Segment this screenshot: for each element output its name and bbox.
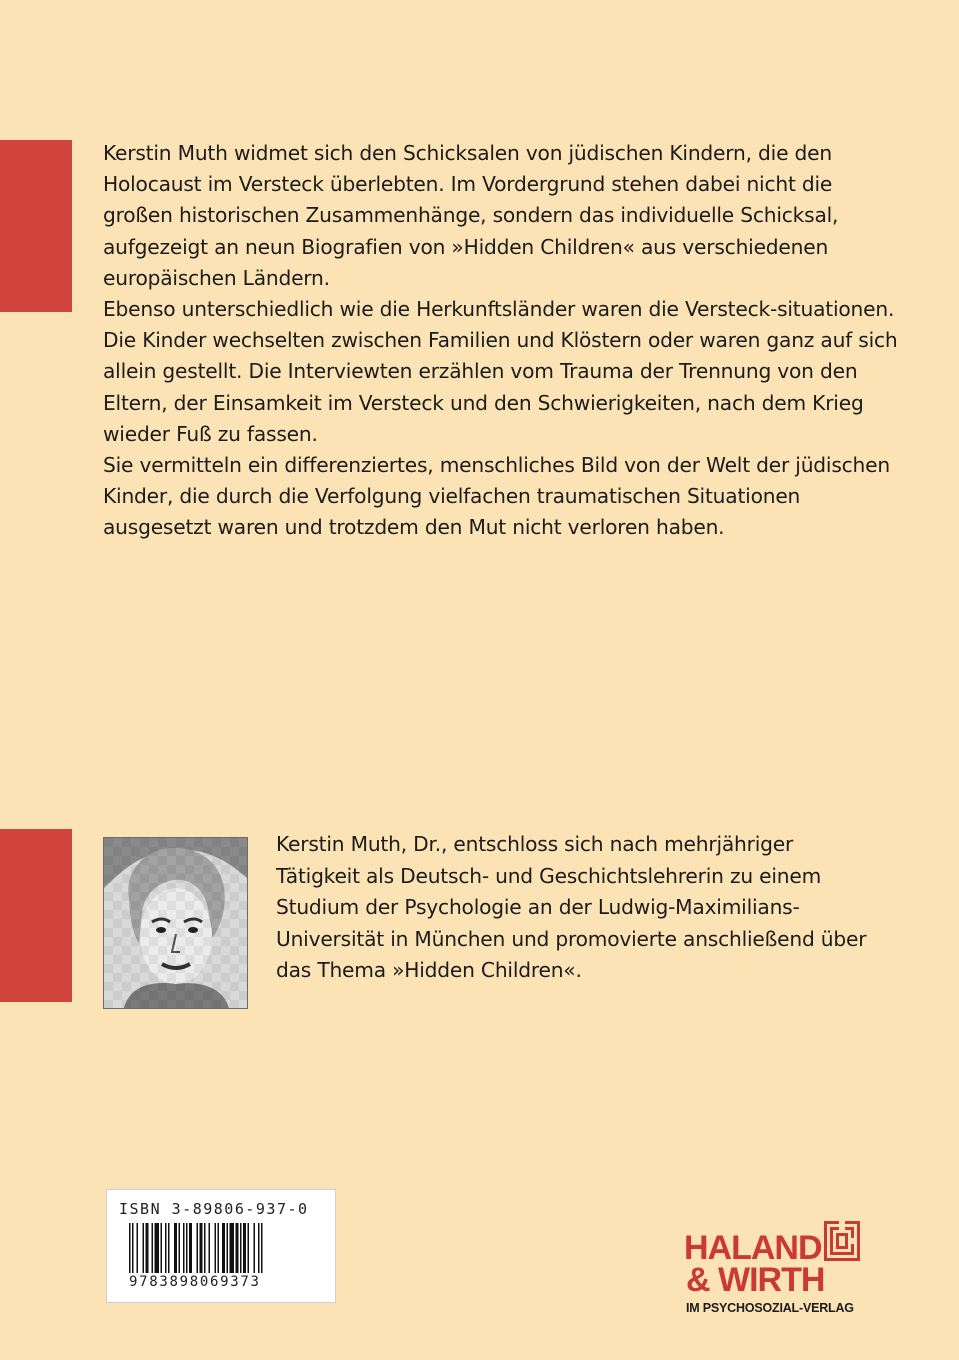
publisher-name-line-2: & WIRTH <box>686 1261 825 1299</box>
ean-number: 9783898069373 <box>129 1274 261 1290</box>
labyrinth-icon <box>824 1221 860 1261</box>
barcode <box>129 1223 319 1275</box>
author-photo <box>103 837 248 1009</box>
blurb-paragraph-1: Kerstin Muth widmet sich den Schicksalen von jüdischen Kindern, die den Holocaust im Versteck überlebten. Im Vordergrund stehen dabei nicht die großen historischen Zusammenhänge, sondern das individuelle Schicksal, aufgezeigt an neun Biografien von »Hidden Children« aus verschiedenen europäischen Ländern. <box>103 141 839 290</box>
accent-bar-top <box>0 140 72 312</box>
blurb-paragraph-2: Ebenso unterschiedlich wie die Herkunftsländer waren die Versteck-situationen. Die Kinder wechselten zwischen Familien und Klöstern oder waren ganz auf sich allein gestellt. Die Interviewten erzählen vom Trauma der Trennung von den Eltern, der Einsamkeit im Versteck und den Schwierigkeiten, nach dem Krieg wieder Fuß zu fassen. <box>103 297 898 446</box>
isbn-label: ISBN 3-89806-937-0 <box>119 1200 309 1218</box>
blurb-paragraph-3: Sie vermitteln ein differenziertes, menschliches Bild von der Welt der jüdischen Kinder, die durch die Verfolgung vielfachen traumatischen Situationen ausgesetzt waren und trotzdem den Mut nicht verloren haben. <box>103 453 890 540</box>
isbn-barcode-block <box>106 1189 336 1303</box>
book-blurb <box>103 138 903 544</box>
accent-bar-bottom <box>0 829 72 1002</box>
publisher-logo <box>684 1221 874 1321</box>
publisher-name-line-1: HALAND <box>684 1229 822 1267</box>
publisher-subline: IM PSYCHOSOZIAL-VERLAG <box>686 1301 854 1315</box>
author-bio: Kerstin Muth, Dr., entschloss sich nach mehrjähriger Tätigkeit als Deutsch- und Geschichtslehrerin zu einem Studium der Psychologie an der Ludwig-Maximilians-Universität in München und promovierte anschließend über das Thema »Hidden Children«. <box>276 832 867 983</box>
